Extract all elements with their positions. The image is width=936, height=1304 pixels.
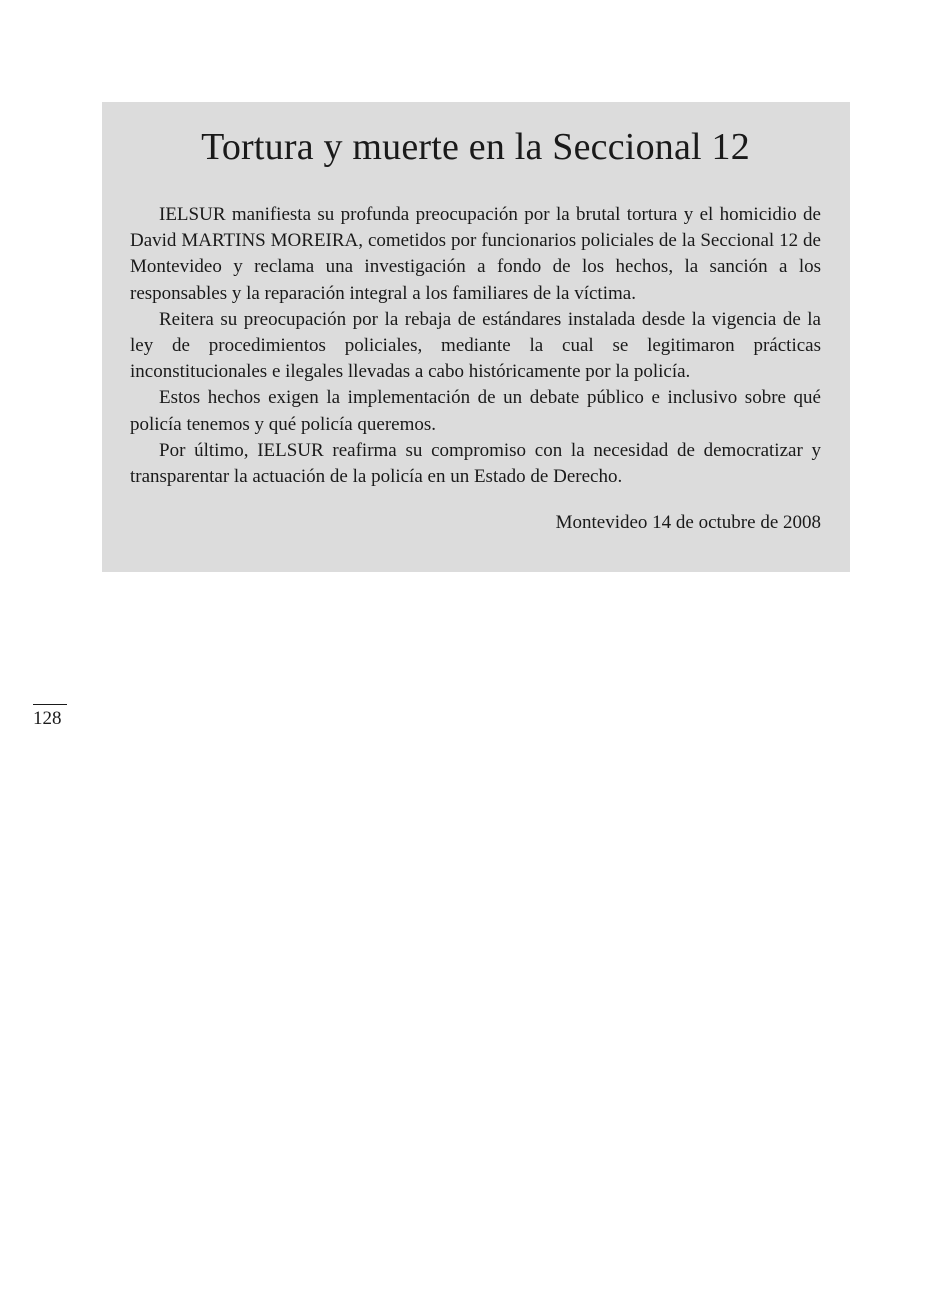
paragraph-1: IELSUR manifiesta su profunda preocupación por la brutal tortura y el homicidio de David MARTINS MOREIRA, cometidos por funcionarios policiales de la Seccional 12 de Montevideo y reclama una investigación a fondo de los hechos, la sanción a los responsables y la reparación integral a los familiares de la víctima. [130, 204, 821, 304]
page-number-rule [33, 704, 67, 705]
date-signature: Montevideo 14 de octubre de 2008 [555, 512, 821, 534]
statement-box [102, 102, 850, 572]
page-number: 128 [33, 708, 62, 729]
paragraph-3: Estos hechos exigen la implementación de un debate público e inclusivo sobre qué policía tenemos y qué policía queremos. [130, 387, 821, 435]
paragraph-2: Reitera su preocupación por la rebaja de estándares instalada desde la vigencia de la ley de procedimientos policiales, mediante la cual se legitimaron prácticas inconstitucionales e ilegales llevadas a cabo históricamente por la policía. [130, 308, 821, 383]
paragraph-4: Por último, IELSUR reafirma su compromiso con la necesidad de democratizar y transparentar la actuación de la policía en un Estado de Derecho. [130, 439, 821, 488]
article-title: Tortura y muerte en la Seccional 12 [201, 126, 750, 168]
article-body [130, 202, 821, 490]
